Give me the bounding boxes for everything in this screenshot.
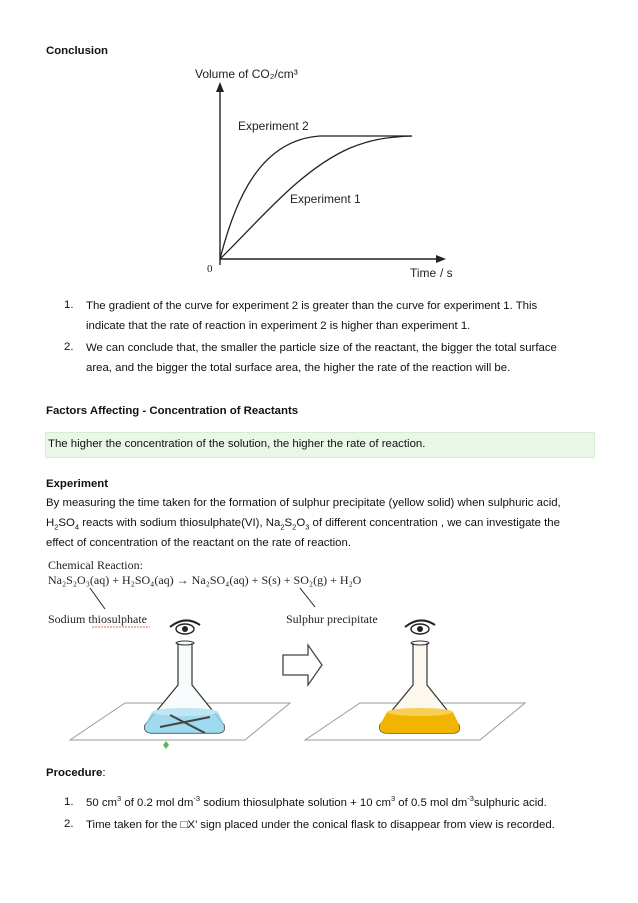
highlight-text: The higher the concentration of the solution, the higher the rate of reaction.: [48, 438, 426, 450]
experiment-heading: Experiment: [46, 478, 109, 490]
eye-icon: [405, 620, 435, 634]
reaction-illustration: [40, 555, 580, 755]
y-axis-arrow-icon: [216, 82, 224, 92]
sodium-thiosulphate-label: Sodium thiosulphate: [48, 612, 147, 626]
conclusion-2-line-1: We can conclude that, the smaller the particle size of the reactant, the bigger the total surface: [86, 342, 557, 354]
graph-origin: 0: [207, 263, 213, 275]
experiment-line-3: effect of concentration of the reactant on the rate of reaction.: [46, 537, 351, 549]
graph-y-label: Volume of CO₂/cm³: [195, 67, 298, 81]
conclusion-heading: Conclusion: [46, 45, 109, 57]
procedure-step-1: 50 $cm^3$ of 0.2 mol $dm^{-3}$ sodium thiosulphate solution + 10 $cm^3$ of 0.5 mol $dm^{-3}sulphuric$ acid.: [86, 794, 547, 809]
eye-icon: [170, 620, 200, 634]
reaction-title: Chemical Reaction:: [48, 558, 143, 572]
procedure-num-1: 1.: [64, 796, 74, 808]
experiment-line-1: By measuring the time taken for the formation of sulphur precipitate (yellow solid) when sulphuric acid,: [46, 497, 561, 509]
conclusion-1-line-1: The gradient of the curve for experiment 2 is greater than the curve for experiment 1. This: [86, 300, 538, 312]
x-axis-arrow-icon: [436, 255, 446, 263]
procedure-step-2: Time taken for the □X’ sign placed under the conical flask to disappear from view is recorded.: [86, 819, 555, 831]
conclusion-num-2: 2.: [64, 341, 74, 353]
conclusion-2-line-2: area, and the bigger the total surface area, the higher the rate of the reaction will be.: [86, 362, 511, 374]
conclusion-1-line-2: indicate that the rate of reaction in experiment 2 is higher than experiment 1.: [86, 320, 471, 332]
procedure-num-2: 2.: [64, 818, 74, 830]
factors-heading: Factors Affecting - Concentration of Reactants: [46, 405, 299, 417]
experiment-1-label: Experiment 1: [290, 192, 361, 206]
experiment-line-2: $H_2SO_4$ reacts with sodium thiosulphate(VI), $Na_2S_2O_3$ of different concentration , we can investigate the: [46, 517, 560, 532]
experiment-2-label: Experiment 2: [238, 119, 309, 133]
sulphur-precipitate-label: Sulphur precipitate: [286, 612, 378, 626]
graph-x-unit: / s: [440, 266, 453, 280]
marker-dot-icon: [163, 741, 169, 749]
left-pointer: [90, 588, 105, 609]
right-arrow-icon: [283, 645, 322, 685]
procedure-heading: Procedure:: [46, 767, 106, 779]
graph-x-label: Time: [410, 266, 437, 280]
right-pointer: [300, 588, 315, 607]
reaction-equation: Na₂S₂O₃(aq) + H₂SO₄(aq) → Na₂SO₄(aq) + S(s) + SO₂(g) + H₂O: [48, 573, 362, 587]
conclusion-num-1: 1.: [64, 299, 74, 311]
rate-graph: [190, 60, 470, 282]
